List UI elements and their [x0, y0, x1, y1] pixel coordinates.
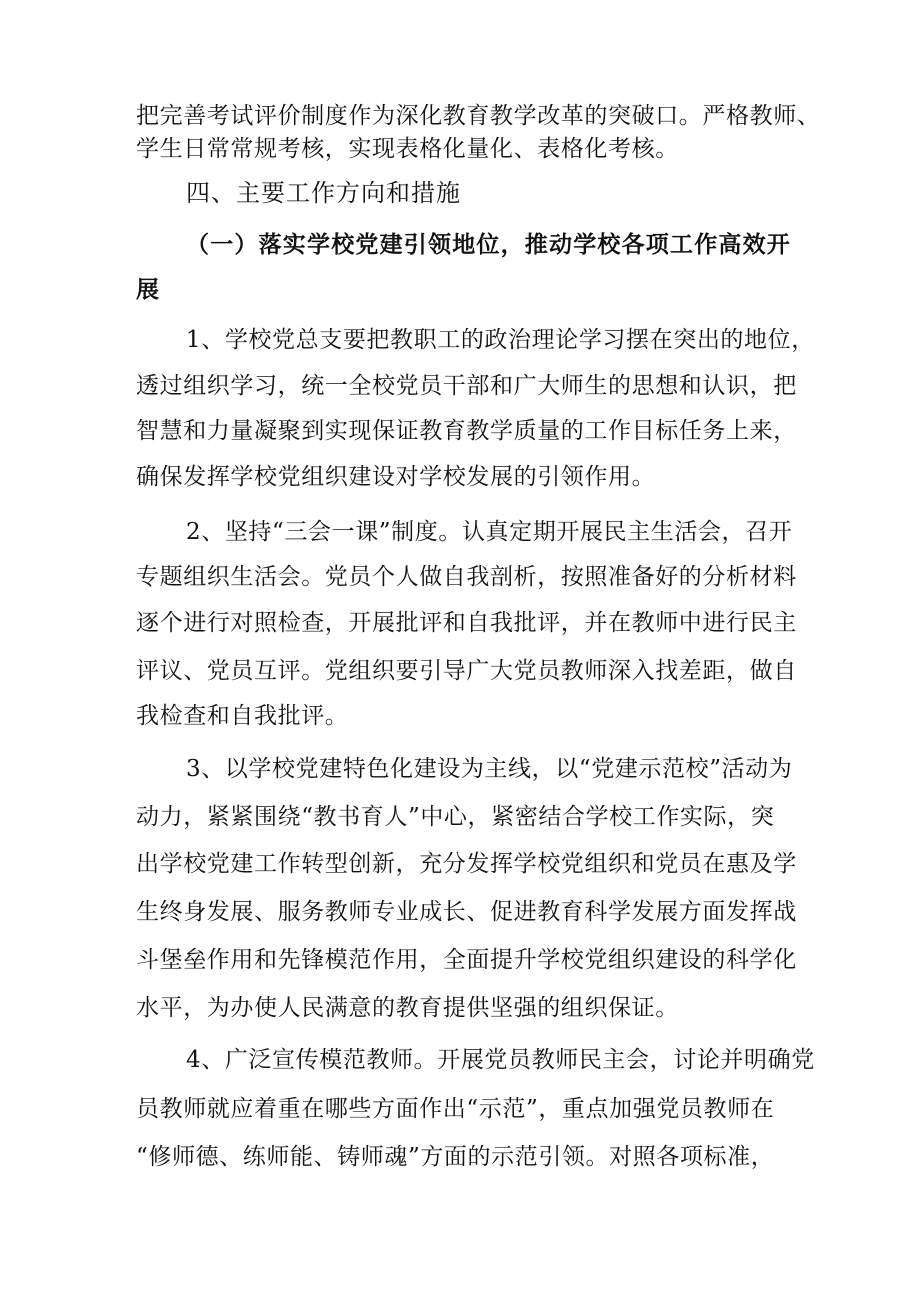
body-line: 学生日常常规考核，实现表格化量化、表格化考核。: [136, 136, 679, 162]
paragraph-3-line: 动力，紧紧围绕“教书育人”中心，紧密结合学校工作实际，突: [136, 804, 775, 830]
paragraph-1-line: 1、学校党总支要把教职工的政治理论学习摆在突出的地位，: [186, 327, 815, 353]
paragraph-3-line: 斗堡垒作用和先锋模范作用，全面提升学校党组织建设的科学化: [136, 947, 797, 973]
paragraph-4-line: “修师德、练师能、铸师魂”方面的示范引领。对照各项标准，: [136, 1144, 775, 1170]
paragraph-4-line: 4、广泛宣传模范教师。开展党员教师民主会，讨论并明确党: [186, 1047, 815, 1073]
paragraph-2-line: 2、坚持“三会一课”制度。认真定期开展民主生活会，召开: [186, 519, 793, 545]
paragraph-2-line: 我检查和自我批评。: [136, 703, 349, 729]
paragraph-3-line: 3、以学校党建特色化建设为主线，以“党建示范校”活动为: [186, 756, 793, 782]
paragraph-2-line: 评议、党员互评。党组织要引导广大党员教师深入找差距，做自: [136, 658, 797, 684]
paragraph-4-line: 员教师就应着重在哪些方面作出“示范”，重点加强党员教师在: [136, 1096, 775, 1122]
subsection-heading: （一）落实学校党建引领地位，推动学校各项工作高效开: [186, 232, 791, 258]
section-heading: 四、主要工作方向和措施: [186, 179, 461, 207]
paragraph-2-line: 逐个进行对照检查，开展批评和自我批评，并在教师中进行民主: [136, 610, 797, 636]
subsection-heading-continued: 展: [136, 277, 161, 303]
paragraph-1-line: 智慧和力量凝聚到实现保证教育教学质量的工作目标任务上来，: [136, 418, 797, 444]
paragraph-1-line: 透过组织学习，统一全校党员干部和广大师生的思想和认识，把: [136, 373, 797, 399]
paragraph-1-line: 确保发挥学校党组织建设对学校发展的引领作用。: [136, 464, 656, 490]
paragraph-3-line: 水平，为办使人民满意的教育提供坚强的组织保证。: [136, 995, 679, 1021]
paragraph-2-line: 专题组织生活会。党员个人做自我剖析，按照准备好的分析材料: [136, 564, 797, 590]
paragraph-3-line: 出学校党建工作转型创新，充分发挥学校党组织和党员在惠及学: [136, 851, 797, 877]
body-line: 把完善考试评价制度作为深化教育教学改革的突破口。严格教师、: [136, 103, 821, 129]
paragraph-3-line: 生终身发展、服务教师专业成长、促进教育科学发展方面发挥战: [136, 899, 797, 925]
